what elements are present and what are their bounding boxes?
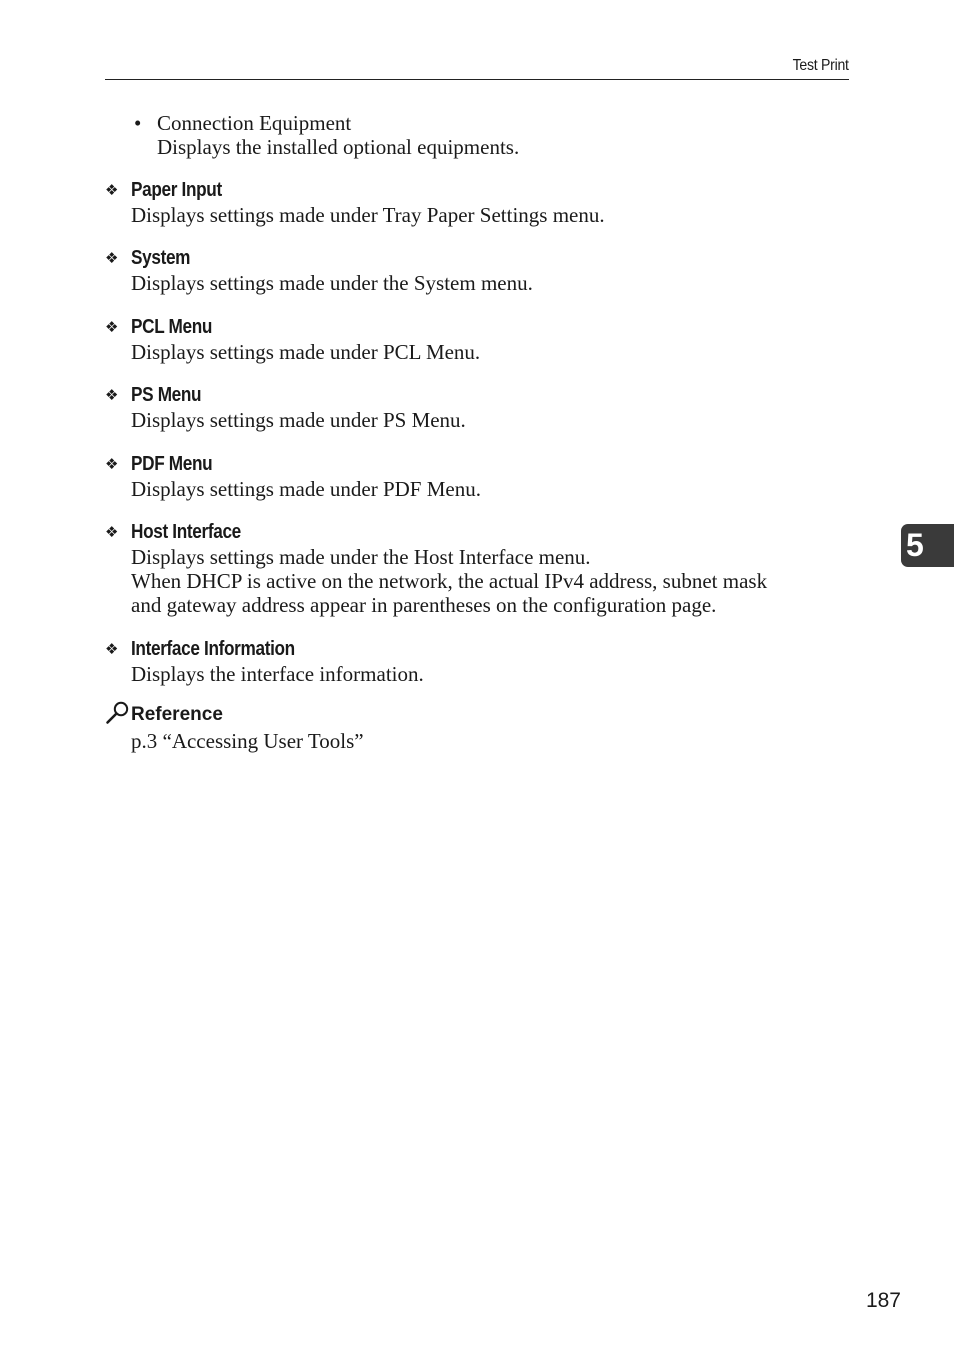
section-text: Displays settings made under the System menu. <box>131 271 533 295</box>
section-title: Interface Information <box>131 637 295 660</box>
diamond-icon: ❖ <box>105 181 119 199</box>
diamond-icon: ❖ <box>105 640 119 658</box>
section-text: and gateway address appear in parentheses on the configuration page. <box>131 593 717 617</box>
section-text: Displays settings made under PCL Menu. <box>131 340 481 364</box>
section-text: Displays settings made under the Host Interface menu. <box>131 545 591 569</box>
section-text: Displays settings made under PDF Menu. <box>131 477 481 501</box>
section-pdf-menu <box>105 452 481 501</box>
section-text: Displays settings made under Tray Paper Settings menu. <box>131 203 605 227</box>
diamond-icon: ❖ <box>105 523 119 541</box>
diamond-icon: ❖ <box>105 386 119 404</box>
section-title: Paper Input <box>131 178 222 201</box>
diamond-icon: ❖ <box>105 455 119 473</box>
reference-title: Reference <box>131 704 223 725</box>
diamond-icon: ❖ <box>105 318 119 336</box>
bullet-dot: • <box>134 111 142 135</box>
reference-block <box>105 700 364 753</box>
diamond-icon: ❖ <box>105 249 119 267</box>
bullet-item-connection-equipment <box>105 111 519 159</box>
section-title: PDF Menu <box>131 452 213 475</box>
running-header: Test Print <box>792 57 849 74</box>
section-text: Displays the interface information. <box>131 662 424 686</box>
section-paper-input <box>105 178 605 227</box>
section-title: PCL Menu <box>131 315 213 338</box>
section-host-interface <box>105 520 767 617</box>
chapter-tab: 5 <box>901 524 954 567</box>
magnifier-icon <box>105 700 131 726</box>
section-title: PS Menu <box>131 383 202 406</box>
section-text: When DHCP is active on the network, the actual IPv4 address, subnet mask <box>131 569 768 593</box>
bullet-title: Connection Equipment <box>157 111 352 135</box>
section-interface-information <box>105 637 424 686</box>
section-pcl-menu <box>105 315 480 364</box>
page-number: 187 <box>865 1289 901 1312</box>
reference-link[interactable]: p.3 “Accessing User Tools” <box>131 729 364 753</box>
header-rule <box>105 79 849 80</box>
section-text: Displays settings made under PS Menu. <box>131 408 466 432</box>
section-title: Host Interface <box>131 520 241 543</box>
section-title: System <box>131 246 191 269</box>
bullet-description: Displays the installed optional equipments. <box>157 135 520 159</box>
section-ps-menu <box>105 383 466 432</box>
section-system <box>105 246 533 295</box>
